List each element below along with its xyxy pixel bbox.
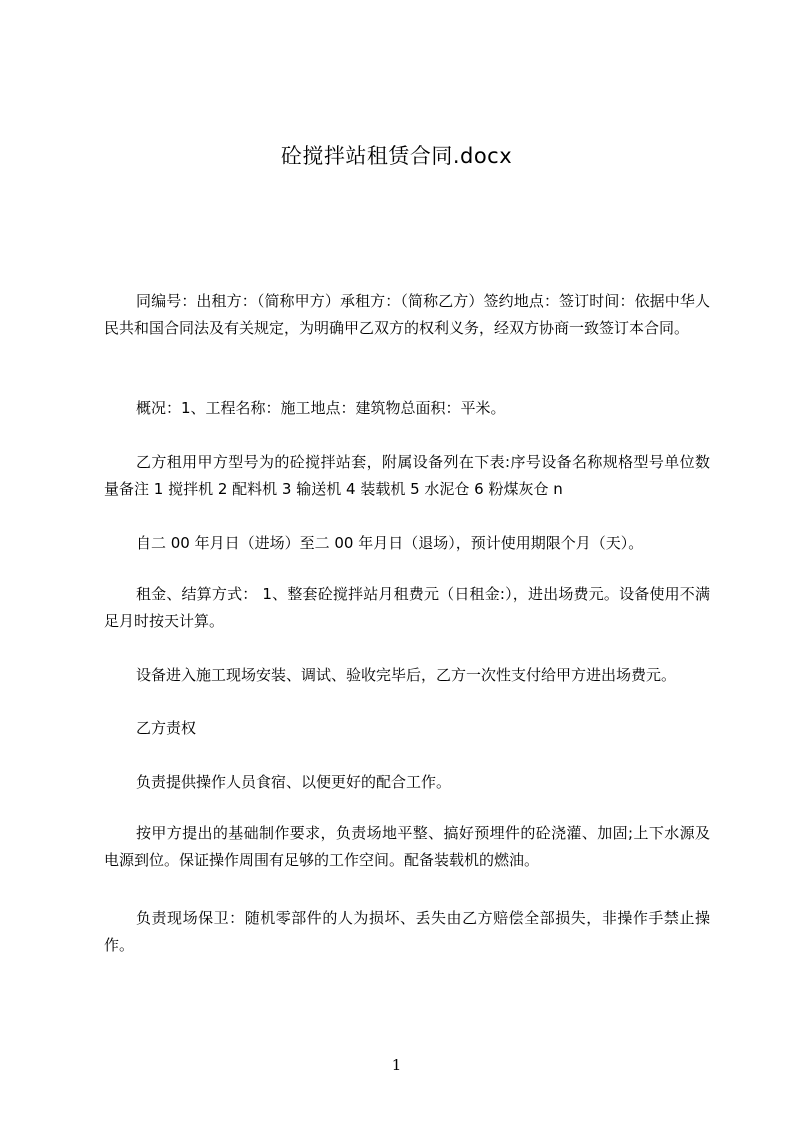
paragraph-contract-intro: 同编号：出租方：（简称甲方）承租方：（简称乙方）签约地点：签订时间：依据中华人民共和国合同法及有关规定，为明确甲乙双方的权利义务，经双方协商一致签订本合同。 xyxy=(104,292,710,337)
page-number: 1 xyxy=(391,1056,402,1074)
paragraph-project-overview: 概况：1、工程名称：施工地点：建筑物总面积：平米。 xyxy=(136,399,506,417)
document-title: 砼搅拌站租赁合同.docx xyxy=(280,144,513,168)
paragraph-equipment-list: 乙方租用甲方型号为的砼搅拌站套，附属设备列在下表:序号设备名称规格型号单位数量备注 1 搅拌机 2 配料机 3 输送机 4 装载机 5 水泥仓 6 粉煤灰仓 n xyxy=(104,453,710,498)
paragraph-site-security: 负责现场保卫：随机零部件的人为损坏、丢失由乙方赔偿全部损失，非操作手禁止操作。 xyxy=(104,909,710,954)
section-heading-party-b-duties: 乙方责权 xyxy=(136,719,197,737)
paragraph-entry-fee: 设备进入施工现场安装、调试、验收完毕后，乙方一次性支付给甲方进出场费元。 xyxy=(136,666,677,684)
paragraph-rental-period: 自二 00 年月日（进场）至二 00 年月日（退场），预计使用期限个月（天）。 xyxy=(136,534,644,552)
paragraph-accommodation: 负责提供操作人员食宿、以便更好的配合工作。 xyxy=(136,773,452,791)
paragraph-rent-settlement: 租金、结算方式： 1、整套砼搅拌站月租费元（日租金:），进出场费元。设备使用不满足月时按天计算。 xyxy=(104,585,710,630)
paragraph-site-preparation: 按甲方提出的基础制作要求，负责场地平整、搞好预埋件的砼浇灌、加固;上下水源及电源到位。保证操作周围有足够的工作空间。配备装载机的燃油。 xyxy=(104,824,710,869)
